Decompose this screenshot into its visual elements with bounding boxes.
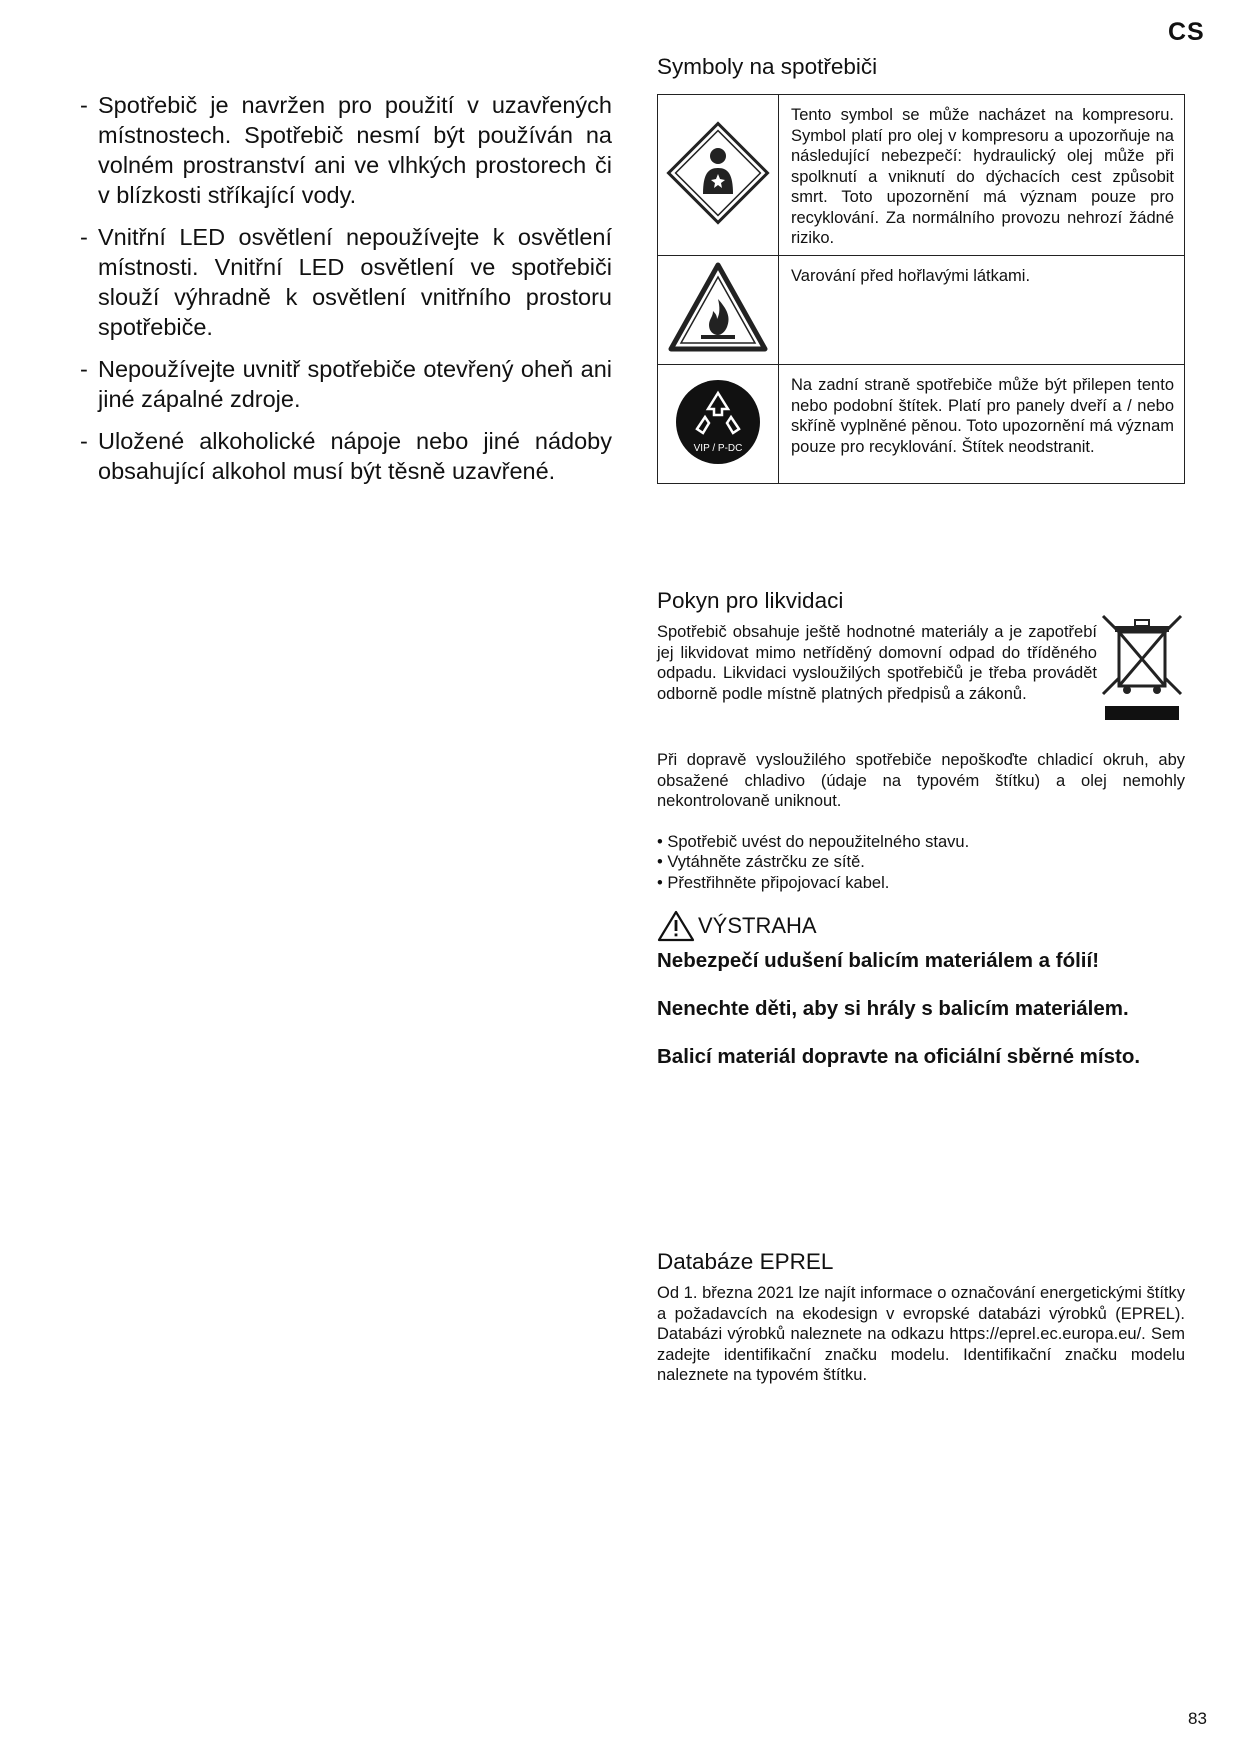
warning-title: VÝSTRAHA <box>698 913 817 938</box>
warning-line: Balicí materiál dopravte na oficiální sběrné místo. <box>657 1045 1141 1068</box>
list-item: - Uložené alkoholické nápoje nebo jiné nádoby obsahující alkohol musí být těsně uzavřené. <box>80 428 612 484</box>
symbols-section <box>657 54 1185 484</box>
table-row <box>658 365 1185 484</box>
list-item-text: Nepoužívejte uvnitř spotřebiče otevřený oheň ani jiné zápalné zdroje. <box>98 356 612 412</box>
list-item: • Spotřebič uvést do nepoužitelného stavu. <box>657 832 970 851</box>
eprel-heading: Databáze EPREL <box>657 1249 834 1274</box>
crossed-bin-icon <box>1099 610 1185 730</box>
list-item-text: Spotřebič je navržen pro použití v uzavřených místnostech. Spotřebič nesmí být používán na volném prostranství ani ve vlhkých prostorech či v blízkosti stříkající vody. <box>98 92 612 208</box>
list-item: - Vnitřní LED osvětlení nepoužívejte k osvětlení místnosti. Vnitřní LED osvětlení ve spotřebiči slouží výhradně k osvětlení vnitřního prostoru spotřebiče. <box>80 224 612 340</box>
list-item: • Přestřihněte připojovací kabel. <box>657 873 890 892</box>
health-hazard-icon <box>663 118 773 228</box>
list-item-text: Vnitřní LED osvětlení nepoužívejte k osvětlení místnosti. Vnitřní LED osvětlení ve spotřebiči slouží výhradně k osvětlení vnitřního prostoru spotřebiče. <box>98 224 612 340</box>
eprel-text: Od 1. března 2021 lze najít informace o označování energetickými štítky a požadavcích na ekodesign v evropské databázi výrobků (EPREL). Databázi výrobků naleznete na odkazu https://eprel.ec.europa.eu/. Sem zadejte identifikační značku modelu. Identifikační značku modelu naleznete na typovém štítku. <box>657 1284 1185 1384</box>
eprel-section <box>657 1249 1185 1386</box>
flammable-warning-icon <box>665 259 771 357</box>
disposal-section <box>657 588 1185 893</box>
language-code: CS <box>1168 18 1205 46</box>
page-number: 83 <box>1188 1709 1207 1728</box>
list-item-text: Uložené alkoholické nápoje nebo jiné nádoby obsahující alkohol musí být těsně uzavřené. <box>98 428 612 484</box>
safety-instructions-list <box>80 90 612 498</box>
disposal-transport-note: Při dopravě vysloužilého spotřebiče nepoškoďte chladicí okruh, aby obsažené chladivo (údaje na typovém štítku) a olej nemohly nekontrolovaně uniknout. <box>657 751 1185 810</box>
symbol-description: Varování před hořlavými látkami. <box>779 256 1185 365</box>
disposal-intro: Spotřebič obsahuje ještě hodnotné materiály a je zapotřebí jej likvidovat mimo netříděný domovní odpad do tříděného odpadu. Likvidaci vysloužilých spotřebičů je třeba provádět odborně podle místně platných předpisů a zákonů. <box>657 623 1097 703</box>
list-item: - Spotřebič je navržen pro použití v uzavřených místnostech. Spotřebič nesmí být používán na volném prostranství ani ve vlhkých prostorech či v blízkosti stříkající vody. <box>80 92 612 208</box>
symbols-heading: Symboly na spotřebiči <box>657 54 878 79</box>
disposal-steps <box>657 832 1185 894</box>
warning-triangle-icon <box>657 910 695 942</box>
table-row <box>658 256 1185 365</box>
symbol-description: Na zadní straně spotřebiče může být přilepen tento nebo podobní štítek. Platí pro panely dveří a / nebo skříně vyplněné pěnou. Toto upozornění má význam pouze pro recyklování. Štítek neodstranit. <box>779 365 1185 484</box>
symbol-description: Tento symbol se může nacházet na kompresoru. Symbol platí pro olej v kompresoru a upozorňuje na následující nebezpečí: hydraulický olej může při spolknutí a vniknutí do dýchacích cest způsobit smrt. Toto upozornění má význam pouze pro recyklování. Za normálního provozu nehrozí žádné riziko. <box>779 95 1185 256</box>
table-row <box>658 95 1185 256</box>
vip-label: VIP / P-DC <box>693 442 743 454</box>
vip-recycle-icon <box>673 377 763 467</box>
list-item: • Vytáhněte zástrčku ze sítě. <box>657 853 865 871</box>
warning-line: Nebezpečí udušení balicím materiálem a fólií! <box>657 949 1100 972</box>
disposal-heading: Pokyn pro likvidaci <box>657 588 844 613</box>
warning-section <box>657 910 1185 1070</box>
warning-line: Nenechte děti, aby si hrály s balicím materiálem. <box>657 997 1129 1020</box>
list-item: - Nepoužívejte uvnitř spotřebiče otevřený oheň ani jiné zápalné zdroje. <box>80 356 612 412</box>
symbols-table <box>657 94 1185 484</box>
